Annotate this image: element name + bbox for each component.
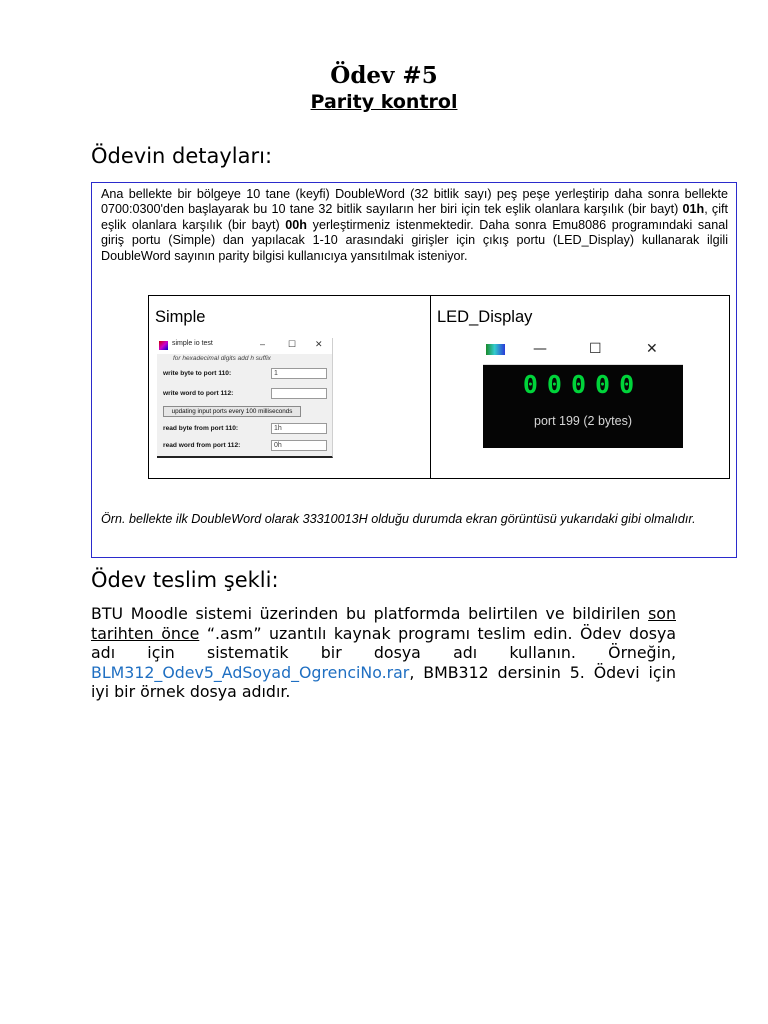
simple-io-titlebar [157, 338, 332, 354]
app-icon [159, 341, 168, 350]
submission-heading: Ödev teslim şekli: [91, 568, 279, 592]
example-note: Örn. bellekte ilk DoubleWord olarak 33310013H olduğu durumda ekran görüntüsü yukarıdaki gibi olmalıdır. [101, 512, 696, 526]
assignment-subtitle: Parity kontrol [310, 91, 458, 113]
update-ports-button[interactable]: updating input ports every 100 milliseconds [163, 406, 301, 417]
read-word-field: 0h [271, 440, 327, 451]
read-word-label: read word from port 112: [163, 442, 241, 449]
close-icon[interactable]: ✕ [315, 339, 323, 349]
write-word-label: write word to port 112: [163, 390, 234, 397]
io-screenshots-table [148, 295, 730, 479]
minimize-icon[interactable]: – [260, 339, 266, 349]
simple-io-window [157, 338, 333, 458]
led-screen [483, 365, 683, 448]
led-display-window [483, 338, 683, 448]
close-icon[interactable]: ✕ [646, 341, 658, 357]
led-port-caption: port 199 (2 bytes) [534, 414, 632, 428]
details-text-part: , çift eşlik olanlara karşılık (bir bayt) [101, 202, 728, 232]
minimize-icon[interactable]: — [533, 341, 547, 357]
led-digits: 00000 [522, 370, 644, 399]
details-heading: Ödevin detayları: [91, 144, 273, 168]
maximize-icon[interactable]: ☐ [589, 341, 602, 357]
submission-text-part: “.asm” uzantılı kaynak programı teslim edin. Ödev dosya adı için sistematik bir dosya adı kullanın. Örneğin, [91, 623, 676, 662]
details-text-part: yerleştirmeniz istenmektedir. Daha sonra Emu8086 programındaki sanal giriş portu (Simple) dan yapılacak 1-10 arasındaki girişler için çıkış portu (LED_Display) kullanarak ilgili DoubleWord sayının parity bilgisi kullanıcıya yansıtılmak isteniyor. [101, 217, 728, 263]
write-word-field[interactable] [271, 388, 327, 399]
led-column-label: LED_Display [437, 308, 533, 326]
even-parity-value: 00h [285, 217, 307, 232]
example-filename: BLM312_Odev5_AdSoyad_OgrenciNo.rar [91, 662, 410, 682]
window-title: simple io test [172, 340, 213, 347]
odd-parity-value: 01h [682, 202, 705, 217]
submission-paragraph [91, 604, 676, 702]
write-byte-label: write byte to port 110: [163, 370, 232, 377]
assignment-title: Ödev #5 [330, 62, 438, 89]
details-text-part: Ana bellekte bir bölgeye 10 tane (keyfi) DoubleWord (32 bitlik sayı) peş peşe yerleştirip daha sonra bellekte 0700:0300'den başlayarak bu 10 tane 32 bitlik sayıların her biri için tek eşlik olanlara karşılık (bir bayt) [101, 187, 728, 217]
simple-column-label: Simple [155, 308, 206, 326]
submission-text-part: , BMB312 dersinin 5. Ödevi için iyi bir örnek dosya adıdır. [91, 662, 676, 701]
read-byte-field: 1h [271, 423, 327, 434]
submission-text-part: BTU Moodle sistemi üzerinden bu platformda belirtilen ve bildirilen [91, 604, 649, 623]
deadline-phrase: son tarihten önce [91, 604, 676, 643]
app-icon [486, 344, 505, 355]
hex-hint: for hexadecimal digits add h suffix [173, 355, 271, 362]
table-divider [430, 296, 431, 478]
read-byte-label: read byte from port 110: [163, 425, 239, 432]
maximize-icon[interactable]: ☐ [288, 339, 297, 349]
details-box [91, 182, 737, 558]
led-titlebar [483, 338, 683, 365]
write-byte-field[interactable]: 1 [271, 368, 327, 379]
details-paragraph [101, 187, 728, 264]
